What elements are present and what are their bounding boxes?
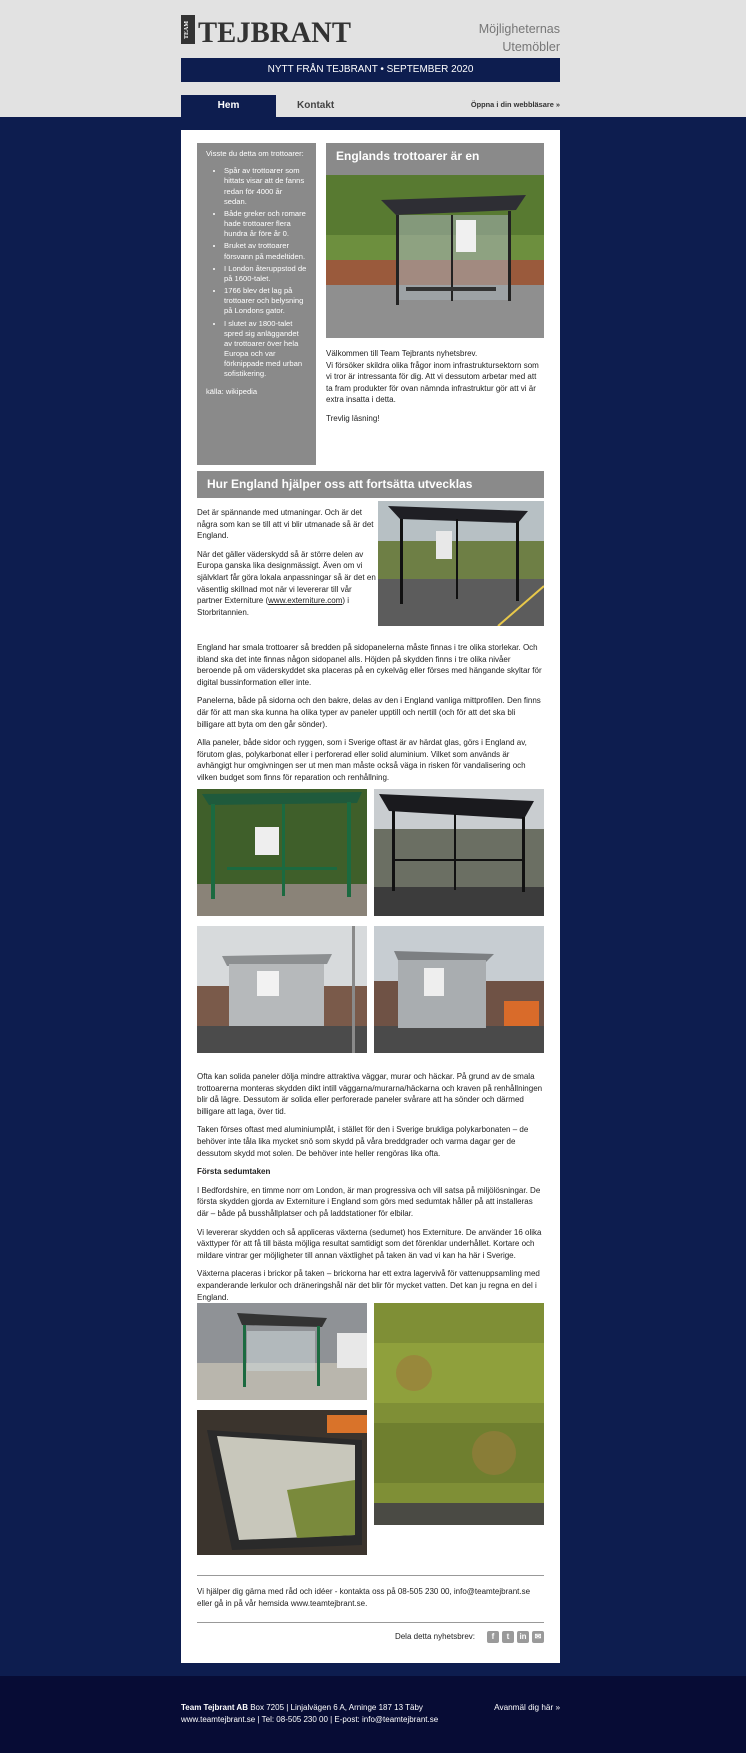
logo-mark xyxy=(181,12,353,46)
header xyxy=(0,0,746,117)
section2-more-text xyxy=(197,1071,544,1310)
shelter-photo-black xyxy=(374,789,544,916)
section2-p4: Panelerna, både på sidorna och den bakre, delas av den i England vanliga mittprofilen. Den finns där för att man ska kunna ha olika typer av paneler upptill och nertill (och för att det ska bli billigare att byta om den går sönder). xyxy=(197,696,541,729)
footer-address xyxy=(181,1702,438,1726)
open-in-browser-link[interactable]: Öppna i din webbläsare » xyxy=(470,100,560,109)
shelter-photo-main xyxy=(326,175,544,338)
section1-text xyxy=(326,348,544,432)
list-item: • Både greker och romare hade trottoarer flera hundra år före år 0. xyxy=(224,209,307,240)
list-item: • Bruket av trottoarer försvann på medeltiden. xyxy=(224,241,307,261)
logo-small-text: TEAM xyxy=(184,21,190,39)
section2-intro-text xyxy=(197,507,377,625)
shelter-photo-brick xyxy=(197,926,367,1053)
section2-p1: Det är spännande med utmaningar. Och är det några som kan se till att vi blir utmanade så är det England. xyxy=(197,508,374,541)
unsubscribe-link[interactable]: Avanmäl dig här » xyxy=(494,1703,560,1712)
newsletter-card xyxy=(181,130,560,1663)
tab-kontakt[interactable]: Kontakt xyxy=(297,100,335,111)
list-item: • I slutet av 1800-talet spred sig anläggandet av trottoarer över hela Europa och var förknippade med urban sofistikering. xyxy=(224,319,307,380)
logo[interactable] xyxy=(181,12,353,46)
list-item: • Spår av trottoarer som hittats visar att de fanns redan för 4000 år sedan. xyxy=(224,166,307,207)
divider xyxy=(197,1622,544,1623)
footer xyxy=(0,1676,746,1753)
share-label: Dela detta nyhetsbrev: xyxy=(394,1632,475,1642)
facts-list xyxy=(224,166,307,379)
email-icon[interactable]: ✉ xyxy=(532,1631,544,1643)
externiture-link[interactable]: www.externiture.com xyxy=(268,596,343,606)
sedum-tray-photo xyxy=(197,1410,367,1555)
shelter-photo-road xyxy=(378,501,544,626)
section1-closing: Trevlig läsning! xyxy=(326,413,380,423)
section1-intro: Välkommen till Team Tejbrants nyhetsbrev. Vi försöker skildra olika frågor inom infrastruktursektorn som vi tror är intressanta för dig. Att vi dessutom arbetar med att ta fram produkter för ovan nämnda infrastruktur gör att vi är extra insatta i detta. xyxy=(326,349,539,405)
facts-heading: Visste du detta om trottoarer: xyxy=(206,149,304,158)
subheading-sedumtak: Första sedumtaken xyxy=(197,1167,271,1177)
divider xyxy=(197,1575,544,1576)
linkedin-icon[interactable]: in xyxy=(517,1631,529,1643)
logo-text: TEJBRANT xyxy=(198,16,351,46)
tab-hem[interactable]: Hem xyxy=(181,95,276,117)
contact-text: Vi hjälper dig gärna med råd och idéer - kontakta oss på 08-505 230 00, info@teamtejbrant.se eller gå in på vår hemsida www.teamtejbrant.se. xyxy=(197,1587,531,1608)
footer-address-line: Box 7205 | Linjalvägen 6 A, Arninge 187 13 Täby xyxy=(247,1703,423,1712)
section2-body-text xyxy=(197,642,544,791)
list-item: • 1766 blev det lag på trottoarer och belysning på Londons gator. xyxy=(224,286,307,317)
section2-p2: När det gäller väderskydd så är större delen av Europa ganska lika designmässigt. Även om vi självklart får göra lokala anpassningar så är det en väsentlig skillnad mot när vi levererar till vår partner Externiture (www.externiture.com) i Storbritannien. xyxy=(197,549,376,617)
section2-p3: England har smala trottoarer så bredden på sidopanelerna måste finnas i tre olika storlekar. Och ibland ska det inte finnas någon sidopanel alls. Höjden på skydden finns i tre olika nivåer beroende på om väderskyddet ska placeras på en cykelväg eller förses med hängande skyltar för digital bussinformation eller inte. xyxy=(197,643,542,687)
section-title-englands-trottoarer: Englands trottoarer är en xyxy=(326,143,544,197)
sedum-plants-photo xyxy=(374,1303,544,1525)
section2-p5: Alla paneler, både sidor och ryggen, som i Sverige oftast är av härdat glas, görs i England av, förutom glas, polykarbonat eller i perforerad eller solid aluminium. Vilket som används är avhängigt hur omgivningen ser ut men man måste också väga in risken för vandalisering och vilken budget som finns för reparation och renhållning. xyxy=(197,738,527,782)
section2-p8: I Bedfordshire, en timme norr om London, är man progressiva och vill satsa på miljölösningar. De första skydden gjorda av Externiture i England som görs med sedumtak håller på att installeras där – både på busshållplatser och på laddstationer för elbilar. xyxy=(197,1185,541,1218)
shelter-photo-silver xyxy=(374,926,544,1053)
section-title-hur-england: Hur England hjälper oss att fortsätta utvecklas xyxy=(197,471,544,498)
facebook-icon[interactable]: f xyxy=(487,1631,499,1643)
list-item: • I London återuppstod de på 1600-talet. xyxy=(224,264,307,284)
tagline: Möjligheternas Utemöbler xyxy=(478,22,560,54)
section2-p6: Ofta kan solida paneler dölja mindre attraktiva väggar, murar och häckar. På grund av de smala trottoarerna monteras skydden dikt intill väggarna/murarna/häckarna och kraven på renhållningen blir då lägre. Dessutom är solida eller perforerade paneler svårare att ha sönder och därmed billigare att laga, över tid. xyxy=(197,1072,543,1116)
share-bar xyxy=(381,1631,544,1643)
shelter-photo-green xyxy=(197,789,367,916)
facts-source: källa: wikipedia xyxy=(206,386,258,396)
nav-tabs xyxy=(181,95,355,117)
section2-p9: Vi levererar skydden och så appliceras växterna (sedumet) hos Externiture. De använder 16 olika växttyper för att få till bästa möjliga resultat samtidigt som det förenklar underhållet. Kortare och mildare vintrar ger möjligheter till annan växtlighet på taken än vad vi kan ha här i Sverige. xyxy=(197,1227,542,1260)
newsletter-banner: NYTT FRÅN TEJBRANT • SEPTEMBER 2020 xyxy=(181,58,560,82)
section2-p7: Taken förses oftast med aluminiumplåt, i stället för den i Sverige bruklіga polykarbonaten – de behöver inte tåla lika mycket snö som skydd på våra breddgrader och varma dagar ger de dessutom skydd mot solen. De behöver inte heller rengöras lika ofta. xyxy=(197,1125,529,1158)
twitter-icon[interactable]: t xyxy=(502,1631,514,1643)
sedum-shelter-photo xyxy=(197,1303,367,1400)
footer-contact-line: www.teamtejbrant.se | Tel: 08-505 230 00 | E-post: info@teamtejbrant.se xyxy=(181,1715,439,1724)
section2-p10: Växterna placeras i brickor på taken – brickorna har ett extra lagervivå för vattenuppsamling med expanderande lerkulor och dräneringshål när det blir för mycket vatten. Det kan ju regna en del i England. xyxy=(197,1269,540,1302)
footer-company: Team Tejbrant AB xyxy=(181,1703,248,1712)
facts-sidebar xyxy=(197,143,316,465)
